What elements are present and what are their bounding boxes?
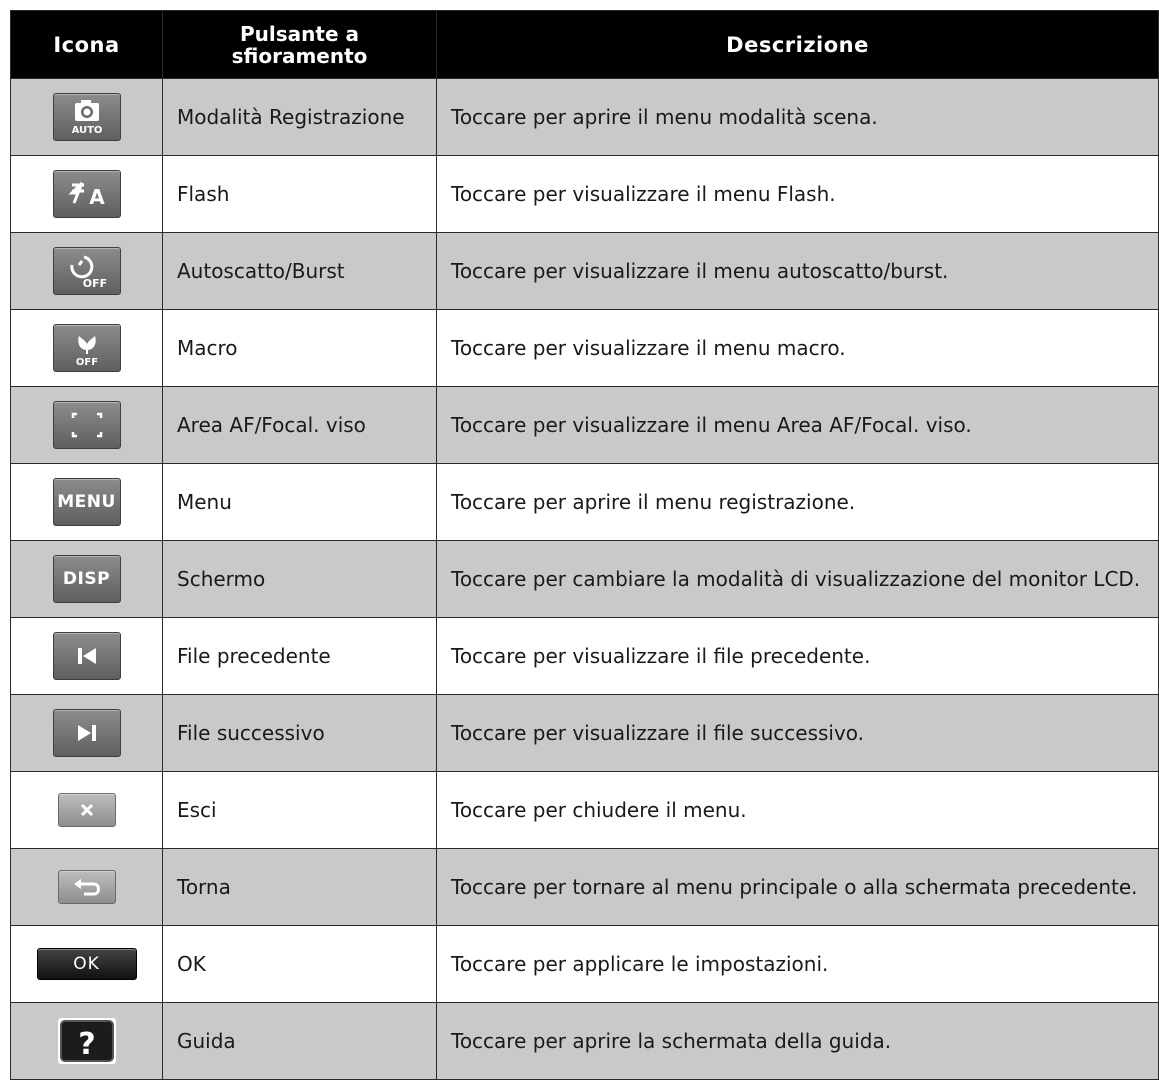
button-name: Menu [163,464,437,541]
svg-text:OFF: OFF [82,277,107,290]
self-timer-off-icon [53,247,121,295]
table-row [11,695,1159,772]
button-name: Schermo [163,541,437,618]
svg-text:OFF: OFF [75,357,98,368]
button-description: Toccare per aprire il menu modalità scena. [437,79,1159,156]
button-description: Toccare per visualizzare il file successivo. [437,695,1159,772]
macro-off-icon [53,324,121,372]
header-button-line2: sfioramento [231,43,368,68]
button-name: Guida [163,1003,437,1080]
svg-text:?: ? [77,1027,96,1062]
button-name: Modalità Registrazione [163,79,437,156]
header-description: Descrizione [437,11,1159,79]
help-icon [58,1018,116,1064]
close-icon [58,793,116,827]
button-description: Toccare per cambiare la modalità di visualizzazione del monitor LCD. [437,541,1159,618]
button-description: Toccare per visualizzare il menu Flash. [437,156,1159,233]
touch-button-table [10,10,1159,1080]
button-name: OK [163,926,437,1003]
table-row [11,79,1159,156]
svg-text:A: A [88,185,105,209]
ok-icon [37,948,137,980]
button-name: File precedente [163,618,437,695]
table-row [11,156,1159,233]
button-description: Toccare per visualizzare il menu macro. [437,310,1159,387]
menu-icon [53,478,121,526]
table-row [11,926,1159,1003]
button-name: Torna [163,849,437,926]
button-description: Toccare per tornare al menu principale o alla schermata precedente. [437,849,1159,926]
table-header-row [11,11,1159,79]
table-row [11,541,1159,618]
button-name: Esci [163,772,437,849]
flash-auto-icon [53,170,121,218]
button-description: Toccare per visualizzare il file precedente. [437,618,1159,695]
ok-icon-label: OK [73,954,100,974]
camera-auto-icon [53,93,121,141]
button-name: Flash [163,156,437,233]
button-name: Area AF/Focal. viso [163,387,437,464]
button-name: Macro [163,310,437,387]
header-button-line1: Pulsante a [240,21,359,46]
table-row [11,849,1159,926]
svg-text:AUTO: AUTO [71,125,102,136]
disp-icon [53,555,121,603]
button-description: Toccare per applicare le impostazioni. [437,926,1159,1003]
previous-file-icon [53,632,121,680]
back-icon [58,870,116,904]
table-row [11,772,1159,849]
button-description: Toccare per aprire la schermata della guida. [437,1003,1159,1080]
button-description: Toccare per aprire il menu registrazione. [437,464,1159,541]
table-row [11,387,1159,464]
table-row [11,464,1159,541]
table-row [11,618,1159,695]
table-row [11,310,1159,387]
table-row [11,233,1159,310]
table-row [11,1003,1159,1080]
button-description: Toccare per chiudere il menu. [437,772,1159,849]
button-name: File successivo [163,695,437,772]
button-description: Toccare per visualizzare il menu Area AF/Focal. viso. [437,387,1159,464]
menu-icon-label: MENU [57,492,116,512]
header-button [163,11,437,79]
header-icon: Icona [11,11,163,79]
button-description: Toccare per visualizzare il menu autoscatto/burst. [437,233,1159,310]
next-file-icon [53,709,121,757]
disp-icon-label: DISP [62,569,111,589]
button-name: Autoscatto/Burst [163,233,437,310]
af-area-icon [53,401,121,449]
